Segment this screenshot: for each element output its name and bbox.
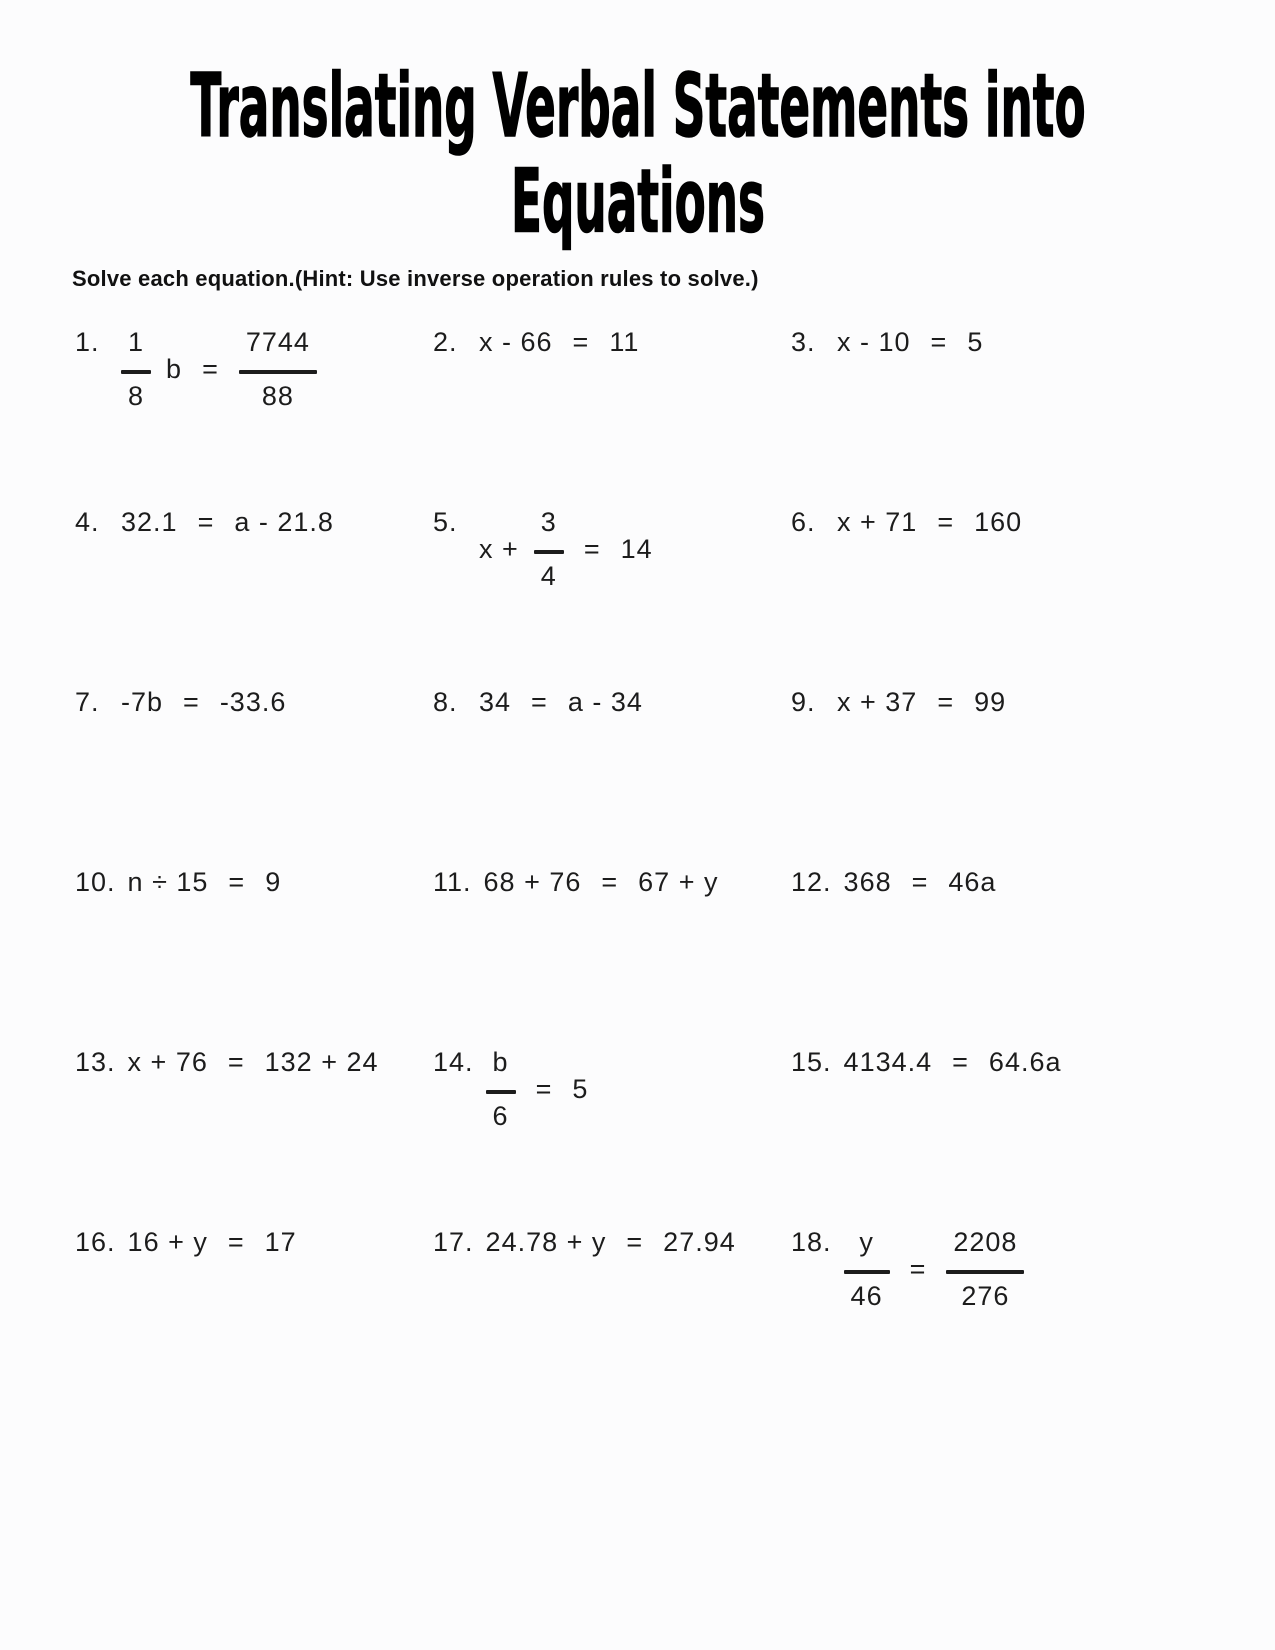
equals-sign: = xyxy=(952,1047,969,1077)
problem-number: 10. xyxy=(75,867,116,897)
equals-sign: = xyxy=(601,867,619,897)
equation-term: a - 21.8 xyxy=(234,507,334,537)
equation xyxy=(128,1047,379,1078)
equals-sign: = xyxy=(202,354,219,385)
equation-term: x + xyxy=(479,534,519,565)
fraction xyxy=(844,1227,890,1312)
equation-term: 132 + 24 xyxy=(264,1047,379,1077)
equation xyxy=(479,327,639,358)
problem-number: 8. xyxy=(433,687,458,717)
problem-number: 11. xyxy=(433,867,472,897)
problem-item-18 xyxy=(791,1227,1205,1407)
equation-term: a - 34 xyxy=(567,687,643,717)
equation-term: 24.78 + y xyxy=(485,1227,607,1257)
fraction xyxy=(239,327,317,412)
equation-term: 5 xyxy=(967,327,984,357)
instruction-text: Solve each equation.(Hint: Use inverse operation rules to solve.) xyxy=(72,266,759,291)
problem-item-7 xyxy=(75,687,433,867)
equation-term: n ÷ 15 xyxy=(127,867,209,897)
fraction-bar xyxy=(486,1090,516,1094)
equation-term: x + 37 xyxy=(837,687,918,717)
fraction-numerator: 2208 xyxy=(953,1227,1018,1257)
problem-item-5 xyxy=(433,507,791,687)
page-title-line-2: Equations xyxy=(510,150,765,253)
problem-item-17 xyxy=(433,1227,791,1407)
equation-term: 9 xyxy=(265,867,282,897)
equation xyxy=(121,507,334,538)
equation-term: x + 76 xyxy=(127,1047,208,1077)
fraction-denominator: 276 xyxy=(961,1281,1010,1312)
equation xyxy=(837,327,983,358)
equals-sign: = xyxy=(572,327,590,357)
equation xyxy=(486,1227,736,1258)
equals-sign: = xyxy=(228,867,246,897)
equation-term: x + 71 xyxy=(837,507,918,537)
problem-number: 6. xyxy=(791,507,816,537)
fraction-bar xyxy=(946,1270,1024,1274)
equals-sign: = xyxy=(930,327,948,357)
problem-item-12 xyxy=(791,867,1205,1047)
equation-term: 27.94 xyxy=(663,1227,736,1257)
equals-sign: = xyxy=(911,867,929,897)
equation-term: b xyxy=(166,354,183,385)
equation-term: x - 66 xyxy=(479,327,553,357)
problem-item-11 xyxy=(433,867,791,1047)
problem-number: 4. xyxy=(75,507,100,537)
page-title xyxy=(189,54,1086,253)
equation-term: 14 xyxy=(620,534,653,565)
equation-term: 67 + y xyxy=(638,867,719,897)
fraction xyxy=(534,507,564,592)
equation xyxy=(121,327,317,412)
fraction-bar xyxy=(239,370,317,374)
fraction-numerator: 7744 xyxy=(245,327,310,357)
equals-sign: = xyxy=(937,687,955,717)
equation xyxy=(121,687,286,718)
equation-term: 17 xyxy=(264,1227,297,1257)
fraction-bar xyxy=(844,1270,890,1274)
problem-item-6 xyxy=(791,507,1205,687)
equation-term: 160 xyxy=(974,507,1023,537)
equation-term: 68 + 76 xyxy=(483,867,582,897)
equation xyxy=(486,1047,589,1132)
problem-number: 16. xyxy=(75,1227,116,1257)
equation-term: 34 xyxy=(479,687,512,717)
equation-term: 32.1 xyxy=(121,507,178,537)
equation xyxy=(844,1227,1025,1312)
problem-item-3 xyxy=(791,327,1205,507)
fraction-numerator: 1 xyxy=(128,327,145,357)
equals-sign: = xyxy=(535,1074,553,1105)
equation xyxy=(479,687,643,718)
equals-sign: = xyxy=(227,1047,245,1077)
problem-item-14 xyxy=(433,1047,791,1227)
equation xyxy=(837,687,1006,718)
problems-grid xyxy=(75,327,1205,1407)
equation-term: 5 xyxy=(572,1074,589,1105)
equation-term: 46a xyxy=(948,867,997,897)
problem-item-13 xyxy=(75,1047,433,1227)
problem-number: 5. xyxy=(433,507,458,537)
equals-sign: = xyxy=(227,1227,245,1257)
equals-sign: = xyxy=(197,507,215,537)
equation xyxy=(837,507,1022,538)
problem-item-1 xyxy=(75,327,433,507)
equals-sign: = xyxy=(937,507,955,537)
fraction-bar xyxy=(121,370,151,374)
equation xyxy=(128,867,282,898)
equation-term: 64.6a xyxy=(988,1047,1062,1077)
fraction-denominator: 88 xyxy=(261,381,294,412)
fraction xyxy=(486,1047,516,1132)
fraction-numerator: y xyxy=(859,1227,874,1257)
problem-number: 15. xyxy=(791,1047,832,1077)
equation xyxy=(484,867,719,898)
equation-term: 368 xyxy=(843,867,892,897)
fraction-numerator: b xyxy=(492,1047,509,1077)
equals-sign: = xyxy=(531,687,548,717)
equation-term: 11 xyxy=(609,327,640,357)
problem-item-15 xyxy=(791,1047,1205,1227)
problem-number: 2. xyxy=(433,327,458,357)
equation-term: 99 xyxy=(974,687,1007,717)
equation xyxy=(844,1047,1062,1078)
problem-number: 17. xyxy=(433,1227,474,1257)
equation-term: 16 + y xyxy=(127,1227,208,1257)
problem-number: 7. xyxy=(75,687,100,717)
problem-item-4 xyxy=(75,507,433,687)
equals-sign: = xyxy=(183,687,200,717)
fraction-numerator: 3 xyxy=(540,507,557,537)
problem-number: 1. xyxy=(75,327,100,357)
equals-sign: = xyxy=(909,1254,927,1285)
problem-number: 9. xyxy=(791,687,816,717)
equation-term: -33.6 xyxy=(219,687,287,717)
problem-item-9 xyxy=(791,687,1205,867)
equals-sign: = xyxy=(583,534,601,565)
equation-term: x - 10 xyxy=(837,327,911,357)
fraction-denominator: 4 xyxy=(540,561,557,592)
fraction xyxy=(946,1227,1024,1312)
fraction-bar xyxy=(534,550,564,554)
equation xyxy=(479,507,653,592)
equals-sign: = xyxy=(626,1227,644,1257)
equation xyxy=(128,1227,297,1258)
problem-item-16 xyxy=(75,1227,433,1407)
page-title-line-1: Translating Verbal Statements into xyxy=(189,54,1086,157)
problem-number: 12. xyxy=(791,867,832,897)
equation-term: 4134.4 xyxy=(843,1047,933,1077)
problem-item-10 xyxy=(75,867,433,1047)
problem-item-2 xyxy=(433,327,791,507)
problem-number: 14. xyxy=(433,1047,474,1077)
problem-number: 3. xyxy=(791,327,816,357)
fraction xyxy=(121,327,151,412)
equation-term: -7b xyxy=(121,687,164,717)
problem-number: 13. xyxy=(75,1047,116,1077)
equation xyxy=(844,867,997,898)
fraction-denominator: 6 xyxy=(492,1101,509,1132)
problem-item-8 xyxy=(433,687,791,867)
fraction-denominator: 8 xyxy=(128,381,145,412)
fraction-denominator: 46 xyxy=(850,1281,883,1312)
problem-number: 18. xyxy=(791,1227,832,1257)
